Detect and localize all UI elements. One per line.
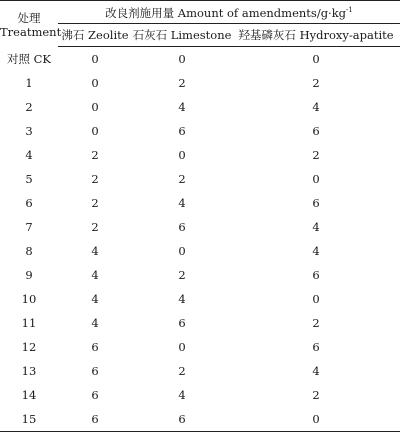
limestone-cell: 0 — [178, 244, 186, 258]
table-row — [0, 191, 400, 215]
table-row — [0, 311, 400, 335]
hydroxyapatite-cell: 4 — [312, 244, 320, 258]
amendment-unit-exponent: -1 — [346, 6, 353, 15]
hydroxyapatite-cell: 0 — [312, 292, 320, 306]
treatment-cell: 7 — [25, 220, 33, 234]
treatment-cell: 3 — [25, 124, 33, 138]
table-row — [0, 119, 400, 143]
zeolite-column-header: 沸石 Zeolite — [58, 24, 132, 47]
hydroxyapatite-cell: 0 — [312, 172, 320, 186]
hydroxyapatite-cell: 6 — [312, 124, 320, 138]
hydroxyapatite-cell: 0 — [232, 407, 400, 432]
limestone-cell: 6 — [178, 220, 186, 234]
zeolite-cell: 0 — [91, 100, 99, 114]
table-row — [0, 239, 400, 263]
hydroxyapatite-cell: 6 — [312, 196, 320, 210]
limestone-cell: 6 — [178, 124, 186, 138]
table-row — [0, 95, 400, 119]
hydroxyapatite-cell: 2 — [312, 316, 320, 330]
zeolite-cell: 0 — [91, 76, 99, 90]
treatment-cell: 6 — [25, 196, 33, 210]
treatment-cell: 1 — [25, 76, 33, 90]
treatment-cell: 9 — [25, 268, 33, 282]
zeolite-cell: 6 — [91, 340, 99, 354]
hydroxyapatite-cell: 4 — [312, 364, 320, 378]
limestone-cell: 0 — [178, 148, 186, 162]
table-body — [0, 47, 400, 432]
treatment-header-cn: 处理 — [17, 10, 41, 25]
zeolite-cell: 2 — [91, 172, 99, 186]
zeolite-cell: 2 — [91, 148, 99, 162]
treatment-cell: 12 — [21, 340, 37, 354]
table-header — [0, 1, 400, 47]
table-row — [0, 287, 400, 311]
hydroxyapatite-cell: 0 — [312, 52, 320, 66]
zeolite-cell: 4 — [91, 316, 99, 330]
treatment-cell: 15 — [0, 407, 58, 432]
treatment-cell: 对照 CK — [6, 51, 52, 66]
treatment-cell: 4 — [25, 148, 33, 162]
treatment-cell: 8 — [25, 244, 33, 258]
zeolite-cell: 4 — [91, 268, 99, 282]
hydroxyapatite-column-header: 羟基磷灰石 Hydroxy-apatite — [232, 24, 400, 47]
limestone-cell: 4 — [178, 196, 186, 210]
zeolite-cell: 6 — [91, 364, 99, 378]
limestone-cell: 2 — [178, 76, 186, 90]
limestone-cell: 0 — [178, 340, 186, 354]
table-row — [0, 407, 400, 432]
zeolite-cell: 6 — [58, 407, 132, 432]
hydroxyapatite-cell: 2 — [312, 76, 320, 90]
table-row — [0, 215, 400, 239]
hydroxyapatite-cell: 6 — [312, 268, 320, 282]
zeolite-cell: 0 — [91, 52, 99, 66]
hydroxyapatite-cell: 2 — [312, 148, 320, 162]
limestone-column-header: 石灰石 Limestone — [132, 24, 232, 47]
zeolite-cell: 0 — [91, 124, 99, 138]
table-row — [0, 335, 400, 359]
limestone-cell: 6 — [132, 407, 232, 432]
table-row — [0, 263, 400, 287]
table-row — [0, 383, 400, 407]
limestone-cell: 4 — [178, 292, 186, 306]
limestone-cell: 2 — [178, 172, 186, 186]
hydroxyapatite-cell: 4 — [312, 220, 320, 234]
treatment-header-en: Treatment — [0, 24, 62, 39]
zeolite-cell: 6 — [91, 388, 99, 402]
limestone-cell: 0 — [178, 52, 186, 66]
table-row — [0, 359, 400, 383]
table-row — [0, 143, 400, 167]
table-row — [0, 71, 400, 95]
amendment-group-header — [58, 1, 400, 24]
limestone-cell: 4 — [178, 100, 186, 114]
treatment-cell: 14 — [21, 388, 37, 402]
limestone-cell: 2 — [178, 268, 186, 282]
hydroxyapatite-cell: 4 — [312, 100, 320, 114]
hydroxyapatite-cell: 6 — [312, 340, 320, 354]
amendment-group-title: 改良剂施用量 Amount of amendments/g·kg — [105, 6, 347, 20]
treatment-cell: 11 — [21, 316, 37, 330]
zeolite-cell: 2 — [91, 220, 99, 234]
limestone-cell: 6 — [178, 316, 186, 330]
treatment-header — [0, 1, 62, 47]
table-row — [0, 167, 400, 191]
limestone-cell: 4 — [178, 388, 186, 402]
limestone-cell: 2 — [178, 364, 186, 378]
treatment-cell: 13 — [21, 364, 37, 378]
treatment-cell: 2 — [25, 100, 33, 114]
treatment-cell: 5 — [25, 172, 33, 186]
table-row — [0, 47, 400, 72]
zeolite-cell: 4 — [91, 292, 99, 306]
treatment-cell: 10 — [21, 292, 37, 306]
zeolite-cell: 4 — [91, 244, 99, 258]
zeolite-cell: 2 — [91, 196, 99, 210]
hydroxyapatite-cell: 2 — [312, 388, 320, 402]
